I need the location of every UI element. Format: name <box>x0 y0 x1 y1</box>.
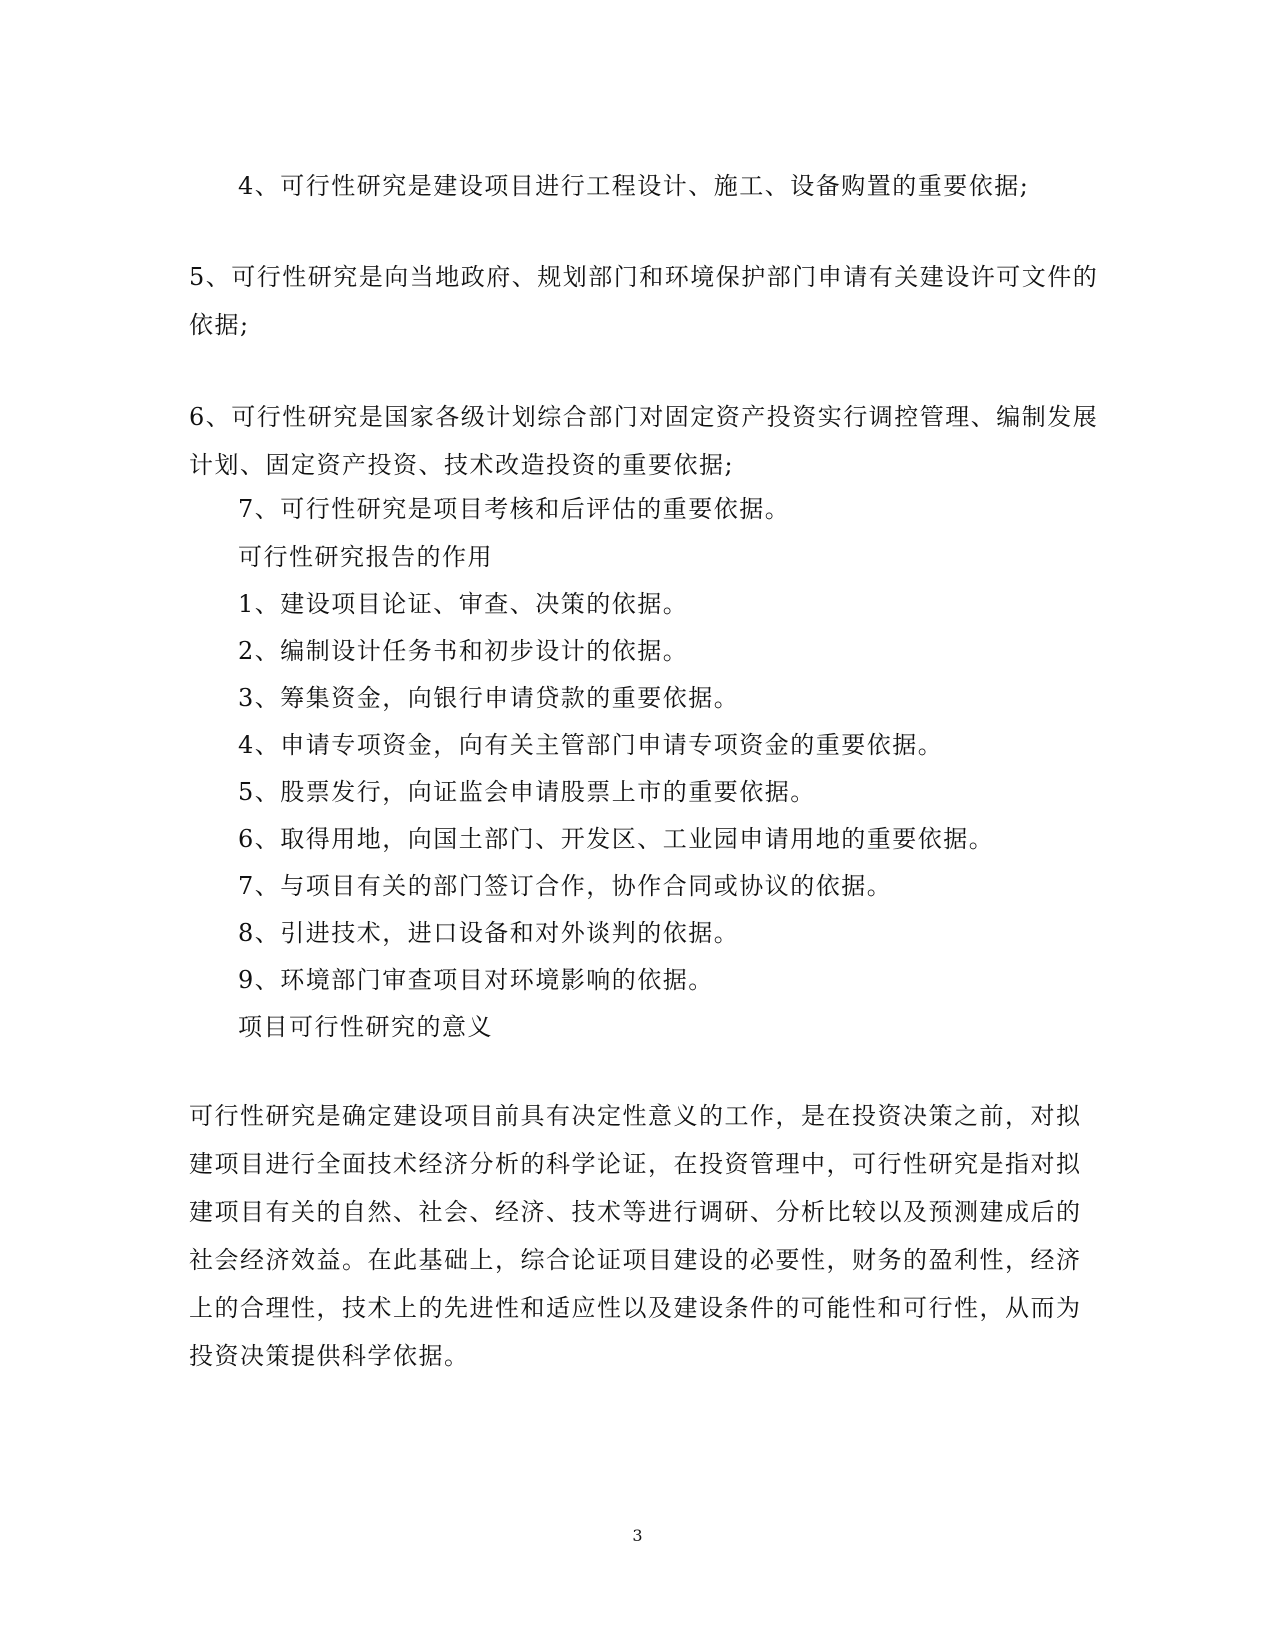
paragraph-significance-body <box>189 1092 1082 1380</box>
text-line: 可行性研究是确定建设项目前具有决定性意义的工作，是在投资决策之前，对拟 <box>189 1102 1082 1130</box>
text-line: 1、建设项目论证、审查、决策的依据。 <box>238 590 689 618</box>
paragraph-basis-4 <box>238 162 1128 210</box>
list-item-role-6 <box>238 815 1128 863</box>
text-line: 7、可行性研究是项目考核和后评估的重要依据。 <box>238 495 791 523</box>
text-line: 6、可行性研究是国家各级计划综合部门对固定资产投资实行调控管理、编制发展 <box>189 403 1099 431</box>
text-line: 上的合理性，技术上的先进性和适应性以及建设条件的可能性和可行性，从而为 <box>189 1294 1082 1322</box>
text-line: 投资决策提供科学依据。 <box>189 1342 470 1370</box>
text-line: 建项目有关的自然、社会、经济、技术等进行调研、分析比较以及预测建成后的 <box>189 1198 1082 1226</box>
list-item-role-3 <box>238 674 1128 722</box>
text-line: 5、可行性研究是向当地政府、规划部门和环境保护部门申请有关建设许可文件的 <box>189 263 1099 291</box>
text-line: 8、引进技术，进口设备和对外谈判的依据。 <box>238 919 740 947</box>
list-item-role-4 <box>238 721 1128 769</box>
text-line: 5、股票发行，向证监会申请股票上市的重要依据。 <box>238 778 816 806</box>
text-line: 3、筹集资金，向银行申请贷款的重要依据。 <box>238 684 740 712</box>
list-item-role-1 <box>238 580 1128 628</box>
paragraph-basis-5 <box>189 253 1099 349</box>
text-line: 6、取得用地，向国土部门、开发区、工业园申请用地的重要依据。 <box>238 825 995 853</box>
list-item-role-5 <box>238 768 1128 816</box>
text-line: 9、环境部门审查项目对环境影响的依据。 <box>238 966 714 994</box>
text-line: 4、可行性研究是建设项目进行工程设计、施工、设备购置的重要依据; <box>238 172 1030 200</box>
section-heading-report-role <box>238 533 1128 581</box>
text-line: 建项目进行全面技术经济分析的科学论证，在投资管理中，可行性研究是指对拟 <box>189 1150 1082 1178</box>
text-line: 4、申请专项资金，向有关主管部门申请专项资金的重要依据。 <box>238 731 944 759</box>
list-item-role-8 <box>238 909 1128 957</box>
text-line: 7、与项目有关的部门签订合作，协作合同或协议的依据。 <box>238 872 893 900</box>
text-line: 依据; <box>189 311 250 339</box>
text-line: 2、编制设计任务书和初步设计的依据。 <box>238 637 689 665</box>
text-line: 项目可行性研究的意义 <box>238 1013 493 1041</box>
text-line: 计划、固定资产投资、技术改造投资的重要依据; <box>189 451 735 479</box>
list-item-role-2 <box>238 627 1128 675</box>
list-item-role-7 <box>238 862 1128 910</box>
section-heading-significance <box>238 1003 1128 1051</box>
text-line: 社会经济效益。在此基础上，综合论证项目建设的必要性，财务的盈利性，经济 <box>189 1246 1082 1274</box>
page-number: 3 <box>632 1526 643 1545</box>
paragraph-basis-6 <box>189 393 1099 489</box>
list-item-role-9 <box>238 956 1128 1004</box>
text-line: 可行性研究报告的作用 <box>238 543 493 571</box>
paragraph-basis-7 <box>238 485 1128 533</box>
